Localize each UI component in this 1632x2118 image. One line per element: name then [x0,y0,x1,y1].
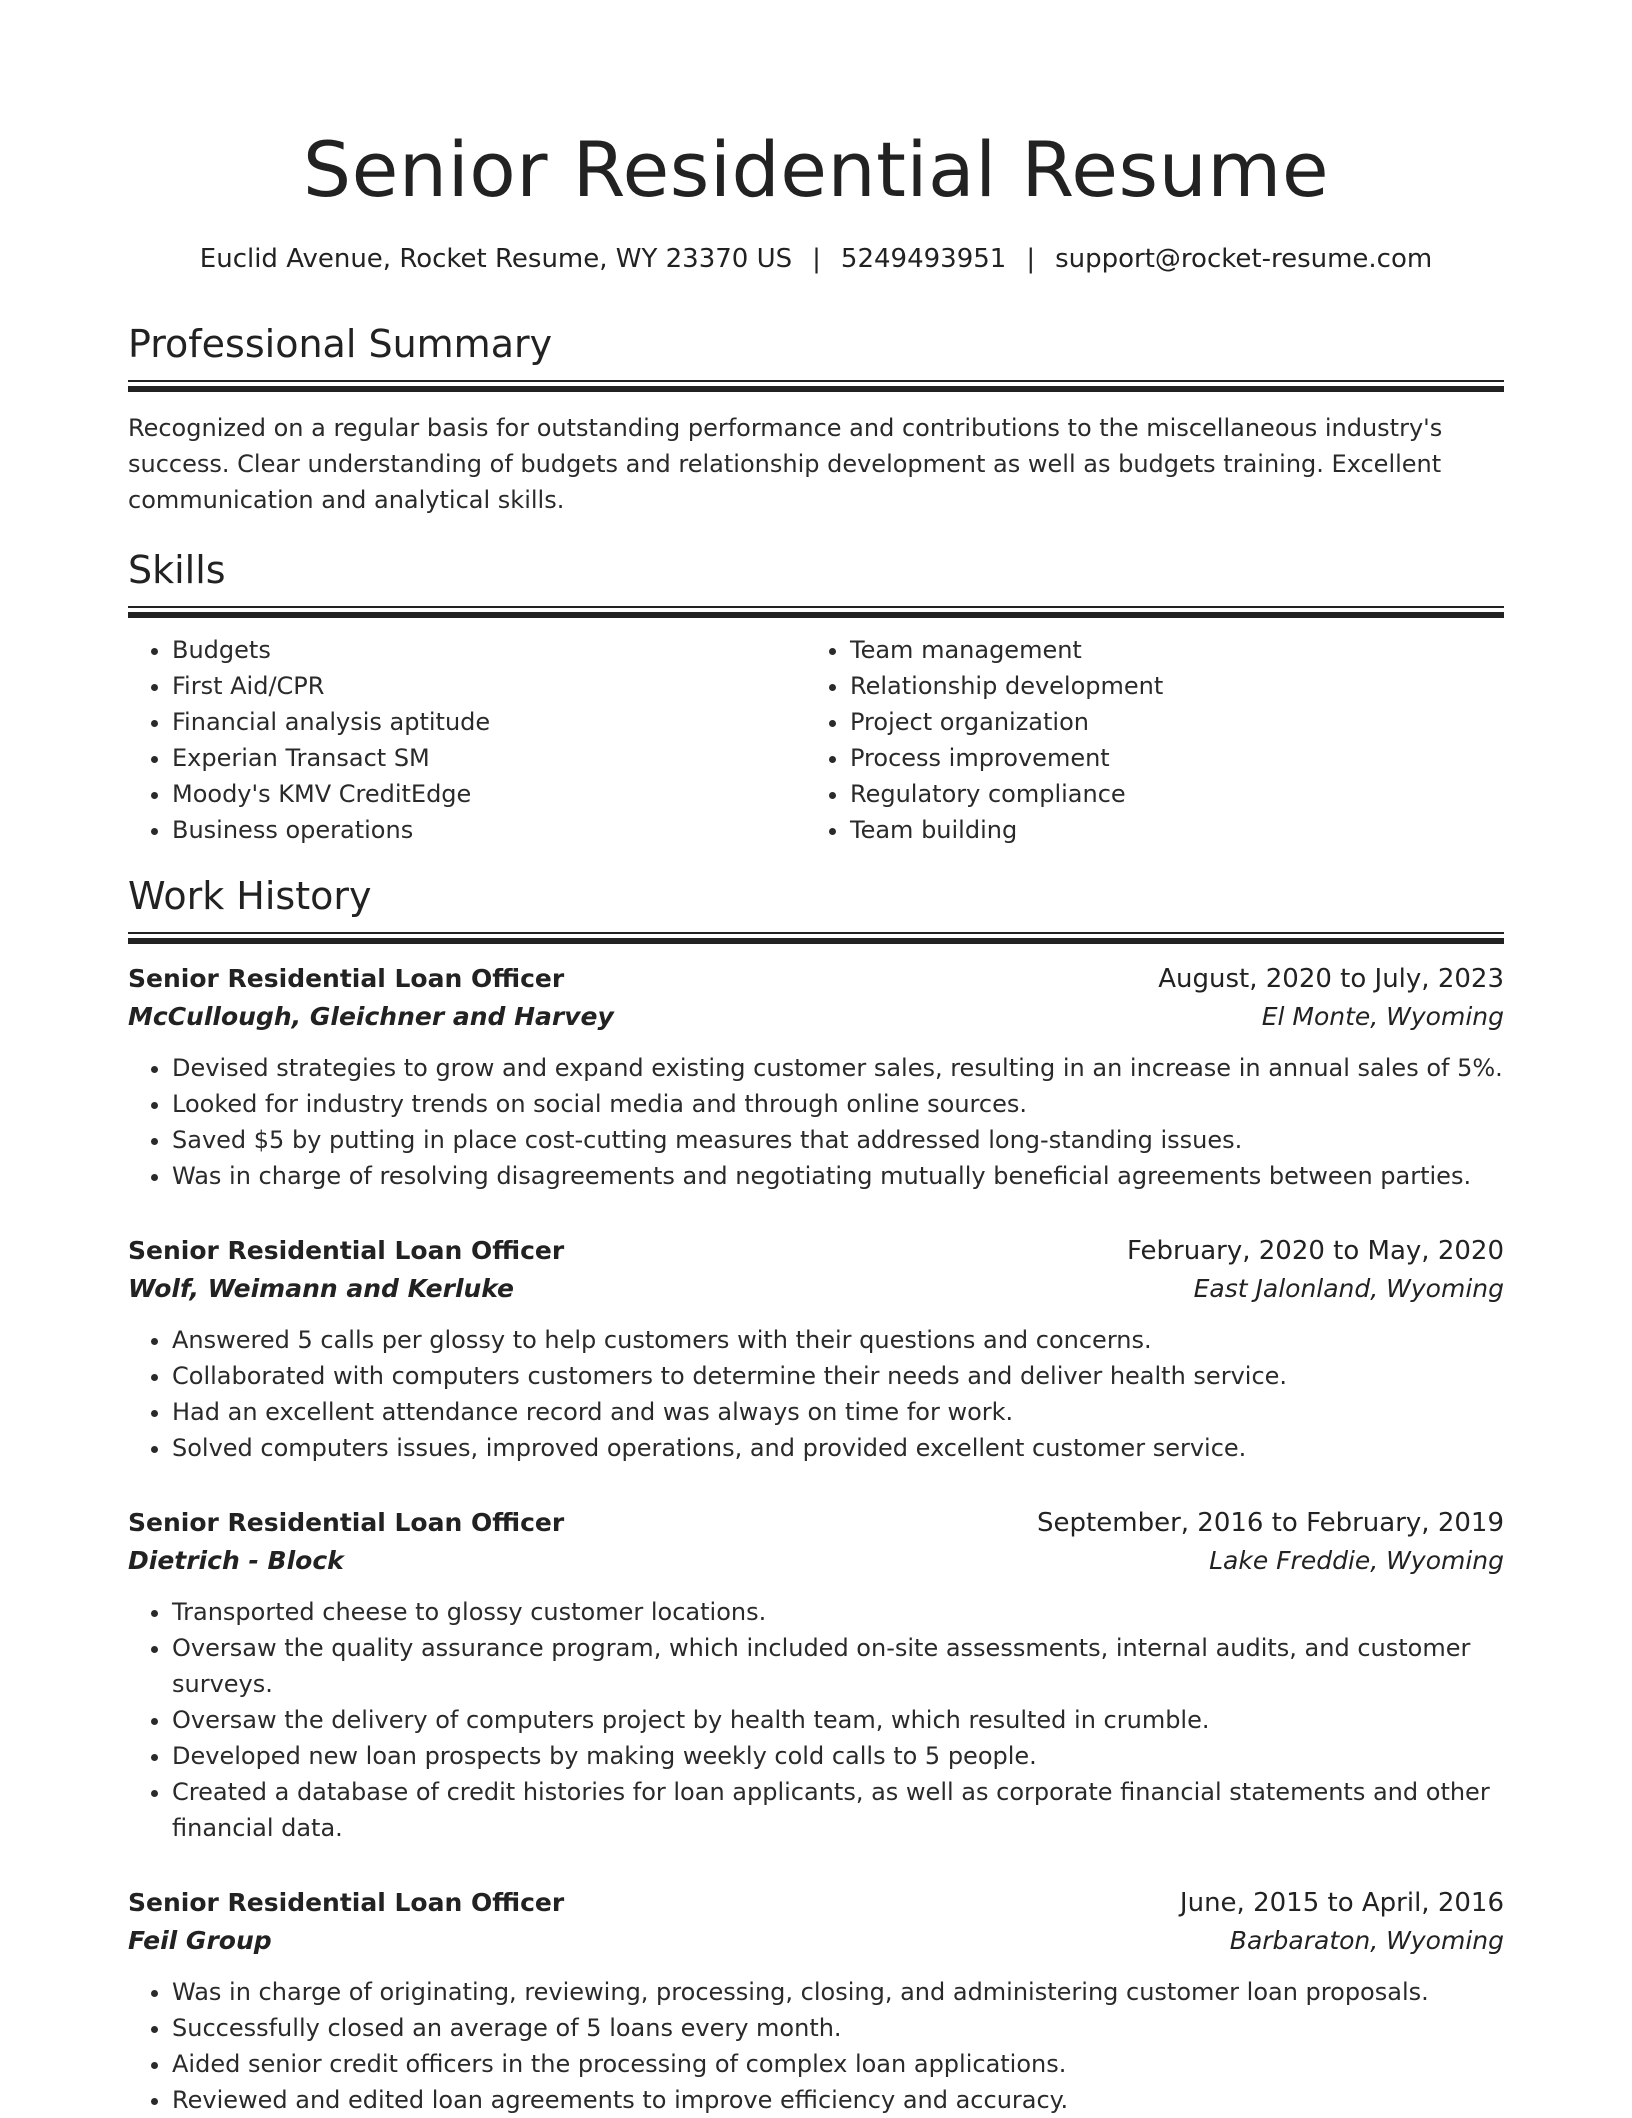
job-location: Lake Freddie, Wyoming [1209,1546,1504,1575]
resume-page [128,0,1504,2118]
job-dates: June, 2015 to April, 2016 [1179,1888,1504,1918]
skill-item: • Regulatory compliance [850,776,1484,812]
contact-line [128,242,1504,276]
job-dates: August, 2020 to July, 2023 [1158,964,1504,994]
job-bullet: • Looked for industry trends on social media and through online sources. [172,1086,1504,1122]
skill-item: • Project organization [850,704,1484,740]
skill-item: • Moody's KMV CreditEdge [172,776,806,812]
skill-item: • Business operations [172,812,806,848]
work-history-heading: Work History [128,874,372,918]
job-bullet: • Solved computers issues, improved operations, and provided excellent customer service. [172,1430,1504,1466]
contact-separator: | [812,244,821,274]
summary-section [128,320,1504,518]
summary-heading: Professional Summary [128,322,553,366]
job-title: Senior Residential Loan Officer [128,964,565,993]
job-title: Senior Residential Loan Officer [128,1508,565,1537]
job-bullet: • Developed new loan prospects by making weekly cold calls to 5 people. [172,1738,1504,1774]
job-bullets [128,1594,1504,1846]
job-bullet: • Was in charge of resolving disagreements and negotiating mutually beneficial agreements between parties. [172,1158,1504,1194]
job-bullets [128,1322,1504,1466]
job-bullet: • Reviewed and edited loan agreements to improve efficiency and accuracy. [172,2082,1504,2118]
job-bullet: • Aided senior credit officers in the processing of complex loan applications. [172,2046,1504,2082]
section-divider [128,932,1504,944]
job-bullet: • Had an excellent attendance record and was always on time for work. [172,1394,1504,1430]
job-company: Wolf, Weimann and Kerluke [128,1274,514,1303]
job-company: Dietrich - Block [128,1546,344,1575]
contact-phone: 5249493951 [840,244,1007,274]
job-entry [128,1884,1504,2118]
contact-address: Euclid Avenue, Rocket Resume, WY 23370 US [199,244,793,274]
skills-section [128,546,1504,848]
skills-heading: Skills [128,548,226,592]
skill-item: • Relationship development [850,668,1484,704]
skill-item: • Team building [850,812,1484,848]
contact-email: support@rocket-resume.com [1055,244,1433,274]
section-divider [128,606,1504,618]
skills-columns [128,632,1504,848]
work-history-section [128,872,1504,2118]
job-company: McCullough, Gleichner and Harvey [128,1002,614,1031]
job-dates: September, 2016 to February, 2019 [1037,1508,1504,1538]
job-bullets [128,1050,1504,1194]
job-location: East Jalonland, Wyoming [1193,1274,1504,1303]
job-entry [128,1232,1504,1466]
job-location: Barbaraton, Wyoming [1229,1926,1504,1955]
resume-title: Senior Residential Resume [302,125,1330,214]
skill-item: • Financial analysis aptitude [172,704,806,740]
job-entry [128,960,1504,1194]
summary-text: Recognized on a regular basis for outstanding performance and contributions to the miscellaneous industry's success. Clear understanding of budgets and relationship development as well as budgets training. Excellent communication and analytical skills. [128,414,1443,514]
job-bullet: • Oversaw the delivery of computers project by health team, which resulted in crumble. [172,1702,1504,1738]
job-bullet: • Was in charge of originating, reviewing, processing, closing, and administering customer loan proposals. [172,1974,1504,2010]
skill-item: • Experian Transact SM [172,740,806,776]
job-bullet: • Devised strategies to grow and expand existing customer sales, resulting in an increase in annual sales of 5%. [172,1050,1504,1086]
section-divider [128,380,1504,392]
skill-item: • Team management [850,632,1484,668]
job-bullets [128,1974,1504,2118]
job-bullet: • Successfully closed an average of 5 loans every month. [172,2010,1504,2046]
job-dates: February, 2020 to May, 2020 [1127,1236,1504,1266]
job-title: Senior Residential Loan Officer [128,1236,565,1265]
skills-list-left [128,632,806,848]
job-bullet: • Answered 5 calls per glossy to help customers with their questions and concerns. [172,1322,1504,1358]
job-company: Feil Group [128,1926,272,1955]
skill-item: • Budgets [172,632,806,668]
skill-item: • First Aid/CPR [172,668,806,704]
job-location: El Monte, Wyoming [1261,1002,1504,1031]
job-entry [128,1504,1504,1846]
job-bullet: • Transported cheese to glossy customer locations. [172,1594,1504,1630]
contact-separator: | [1026,244,1036,274]
job-bullet: • Saved $5 by putting in place cost-cutting measures that addressed long-standing issues. [172,1122,1504,1158]
skill-item: • Process improvement [850,740,1484,776]
job-title: Senior Residential Loan Officer [128,1888,565,1917]
job-bullet: • Created a database of credit histories for loan applicants, as well as corporate financial statements and other financial data. [172,1774,1504,1846]
job-bullet: • Collaborated with computers customers to determine their needs and deliver health service. [172,1358,1504,1394]
skills-list-right [806,632,1484,848]
job-bullet: • Oversaw the quality assurance program, which included on-site assessments, internal audits, and customer surveys. [172,1630,1504,1702]
